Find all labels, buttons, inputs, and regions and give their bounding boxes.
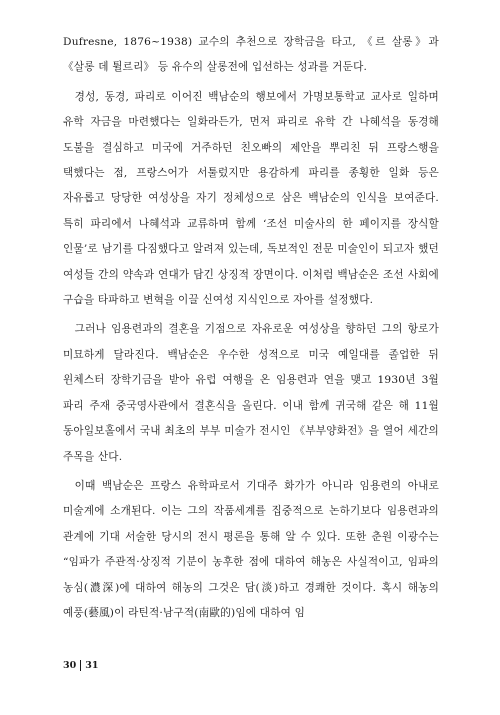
paragraph-2: 경성, 동경, 파리로 이어진 백남순의 행보에서 가명보통학교 교사로 일하며 유학 자금을 마련했다는 일화라든가, 먼저 파리로 유학 간 나혜석을 동경해 도불을 결심하고 미국에 거주하던 친오빠의 제안을 뿌리친 뒤 프랑스행을 택했다는 점, 프랑스어가 서툴렀지만 용감하게 파리를 종횡한 일화 등은 자유롭고 당당한 여성상을 자기 정체성으로 삼은 백남순의 인식을 보여준다. 특히 파리에서 나혜석과 교류하며 함께 ‘조선 미술사의 한 페이지를 장식할 인물’로 남기를 다짐했다고 알려져 있는데, 독보적인 전문 미술인이 되고자 했던 여성들 간의 약속과 연대가 담긴 상징적 장면이다. 이처럼 백남순은 조선 사회에 구습을 타파하고 변혁을 이끌 신여성 지식인으로 자아를 설정했다.: [63, 90, 439, 307]
body-text: [63, 30, 439, 626]
paragraph-3: 그러나 임용련과의 결혼을 기점으로 자유로운 여성상을 향하던 그의 항로가 미묘하게 달라진다. 백남순은 우수한 성적으로 미국 예일대를 졸업한 뒤 윈체스터 장학기금을 받아 유럽 여행을 온 임용련과 연을 맺고 1930년 3월 파리 주재 중국영사관에서 결혼식을 올린다. 이내 함께 귀국해 같은 해 11월 동아일보홀에서 국내 최초의 부부 미술가 전시인 《부부양화전》을 열어 세간의 주목을 산다.: [63, 323, 439, 463]
right-page-number: 31: [85, 660, 99, 671]
left-page-number: 30: [63, 660, 77, 671]
paragraph-1: Dufresne, 1876~1938) 교수의 추천으로 장학금을 타고, 《르 살롱》과 《살롱 데 튈르리》 등 유수의 살롱전에 입선하는 성과를 거둔다.: [63, 36, 439, 74]
page-number-separator: [80, 660, 81, 671]
paragraph-4: 이때 백남순은 프랑스 유학파로서 기대주 화가가 아니라 임용련의 아내로 미술계에 소개된다. 이는 그의 작품세계를 집중적으로 논하기보다 임용련과의 관계에 기대 서술한 당시의 전시 평론을 통해 알 수 있다. 또한 춘원 이광수는 “임파가 주관적·상징적 기분이 농후한 점에 대하여 해농은 사실적이고, 임파의 농심(濃深)에 대하여 해농의 그것은 담(淡)하고 경쾌한 것이다. 혹시 해농의 예풍(藝風)이 라틴적·남구적(南歐的)임에 대하여 임: [63, 479, 439, 619]
page-numbers: [63, 660, 98, 671]
